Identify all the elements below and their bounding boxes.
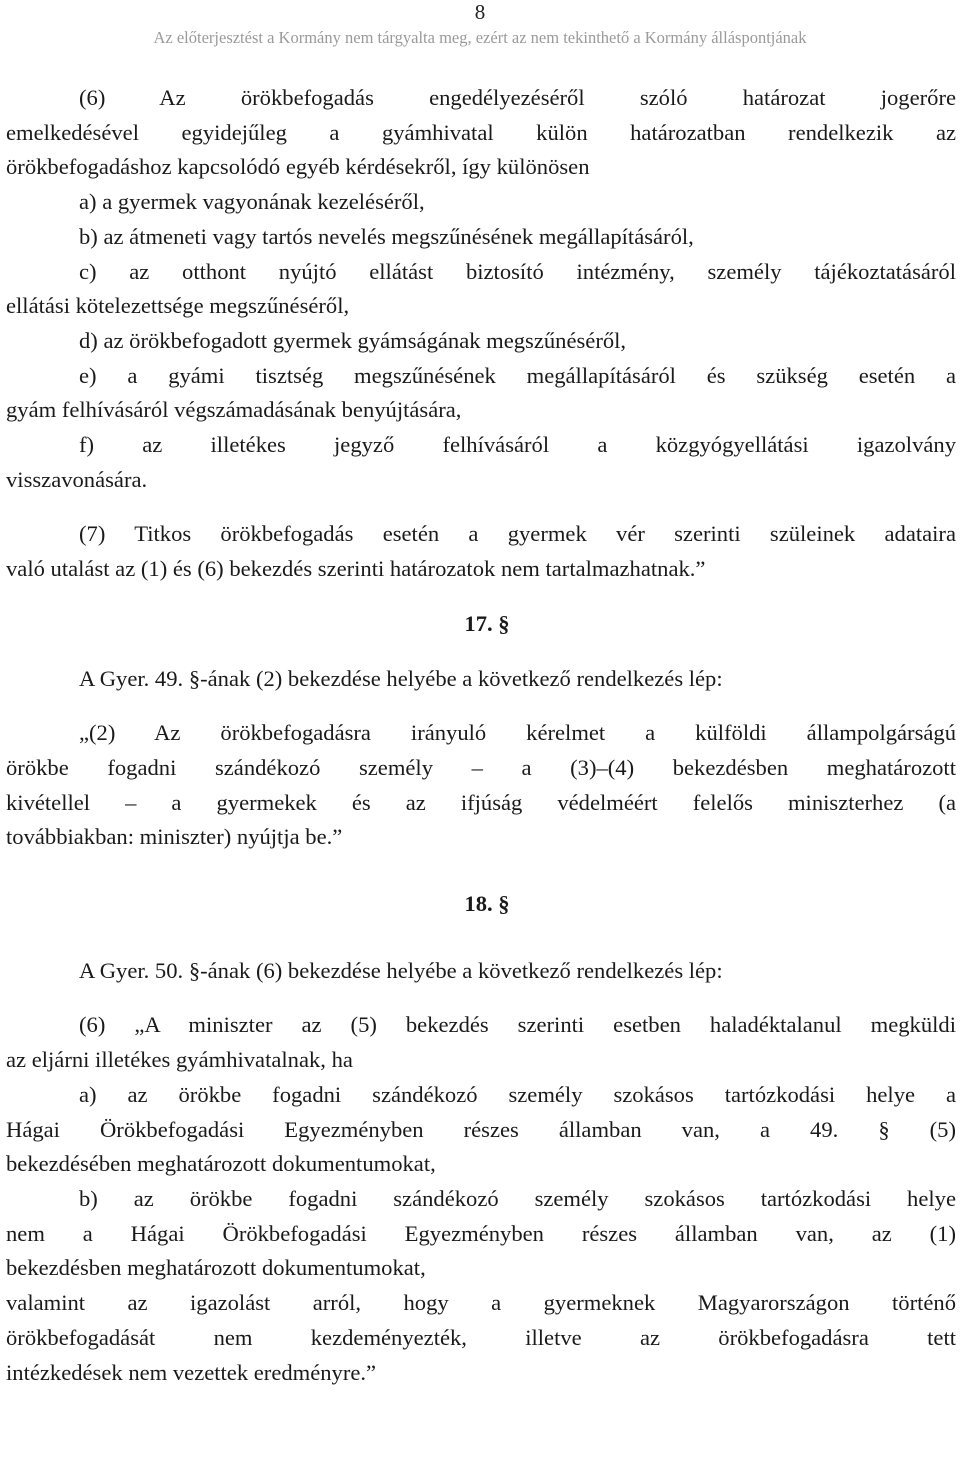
section-17-quote bbox=[6, 716, 956, 855]
text-line: (7) Titkos örökbefogadás esetén a gyermek vér szerinti szüleinek adataira bbox=[79, 521, 956, 547]
text-line: emelkedésével egyidejűleg a gyámhivatal külön határozatban rendelkezik az bbox=[6, 119, 956, 145]
text-line: való utalást az (1) és (6) bekezdés szerinti határozatok nem tartalmazhatnak.” bbox=[6, 556, 706, 582]
text-line: továbbiakban: miniszter) nyújtja be.” bbox=[6, 824, 343, 850]
list-item-b: b) az átmeneti vagy tartós nevelés megszűnésének megállapításáról, bbox=[79, 223, 694, 249]
section-17-intro bbox=[6, 662, 956, 697]
list-item-f: f) az illetékes jegyző felhívásáról a közgyógyellátási igazolvány bbox=[79, 432, 956, 458]
text-line: „(2) Az örökbefogadásra irányuló kérelmet a külföldi állampolgárságú bbox=[79, 720, 956, 746]
section-heading-18: 18. § bbox=[464, 891, 510, 917]
text-line: valamint az igazolást arról, hogy a gyermeknek Magyarországon történő bbox=[6, 1290, 956, 1316]
list-item-a: a) az örökbe fogadni szándékozó személy szokásos tartózkodási helye a bbox=[79, 1081, 956, 1107]
text-line: Hágai Örökbefogadási Egyezményben részes államban van, a 49. § (5) bbox=[6, 1116, 956, 1142]
text-line: nem a Hágai Örökbefogadási Egyezményben részes államban van, az (1) bbox=[6, 1220, 956, 1246]
text-line: intézkedések nem vezettek eredményre.” bbox=[6, 1359, 377, 1385]
text-line: örökbe fogadni szándékozó személy – a (3)–(4) bekezdésben meghatározott bbox=[6, 754, 956, 780]
section-18-quote bbox=[6, 1008, 956, 1390]
text-line: örökbefogadását nem kezdeményezték, illetve az örökbefogadásra tett bbox=[6, 1324, 956, 1350]
text-line: (6) „A miniszter az (5) bekezdés szerinti esetben haladéktalanul megküldi bbox=[79, 1012, 956, 1038]
list-item-e: e) a gyámi tisztség megszűnésének megállapításáról és szükség esetén a bbox=[79, 362, 956, 388]
section-heading-17: 17. § bbox=[464, 610, 510, 636]
text-line: visszavonására. bbox=[6, 466, 148, 492]
paragraph-7 bbox=[6, 517, 956, 586]
paragraph-6 bbox=[6, 81, 956, 497]
list-item-c: c) az otthont nyújtó ellátást biztosító intézmény, személy tájékoztatásáról bbox=[79, 258, 956, 284]
document-body bbox=[6, 81, 956, 1390]
page-number: 8 bbox=[474, 0, 486, 24]
draft-disclaimer: Az előterjesztést a Kormány nem tárgyalta meg, ezért az nem tekinthető a Kormány álláspontjának bbox=[153, 28, 807, 47]
text-line: (6) Az örökbefogadás engedélyezéséről szóló határozat jogerőre bbox=[79, 85, 956, 110]
text-line: bekezdésben meghatározott dokumentumokat, bbox=[6, 1255, 426, 1281]
list-item-b: b) az örökbe fogadni szándékozó személy szokásos tartózkodási helye bbox=[79, 1185, 956, 1211]
text-line: ellátási kötelezettsége megszűnéséről, bbox=[6, 293, 350, 319]
list-item-d: d) az örökbefogadott gyermek gyámságának megszűnéséről, bbox=[79, 327, 627, 353]
list-item-a: a) a gyermek vagyonának kezeléséről, bbox=[79, 189, 425, 215]
text-line: kivétellel – a gyermekek és az ifjúság védelméért felelős miniszterhez (a bbox=[6, 789, 956, 815]
text-line: A Gyer. 49. §-ának (2) bekezdése helyébe a következő rendelkezés lép: bbox=[79, 665, 723, 691]
section-18-intro bbox=[6, 954, 956, 989]
text-line: gyám felhívásáról végszámadásának benyújtására, bbox=[6, 397, 462, 423]
text-line: az eljárni illetékes gyámhivatalnak, ha bbox=[6, 1047, 353, 1073]
text-line: bekezdésében meghatározott dokumentumokat, bbox=[6, 1151, 436, 1177]
text-line: örökbefogadáshoz kapcsolódó egyéb kérdésekről, így különösen bbox=[6, 154, 590, 180]
text-line: A Gyer. 50. §-ának (6) bekezdése helyébe a következő rendelkezés lép: bbox=[79, 957, 723, 983]
